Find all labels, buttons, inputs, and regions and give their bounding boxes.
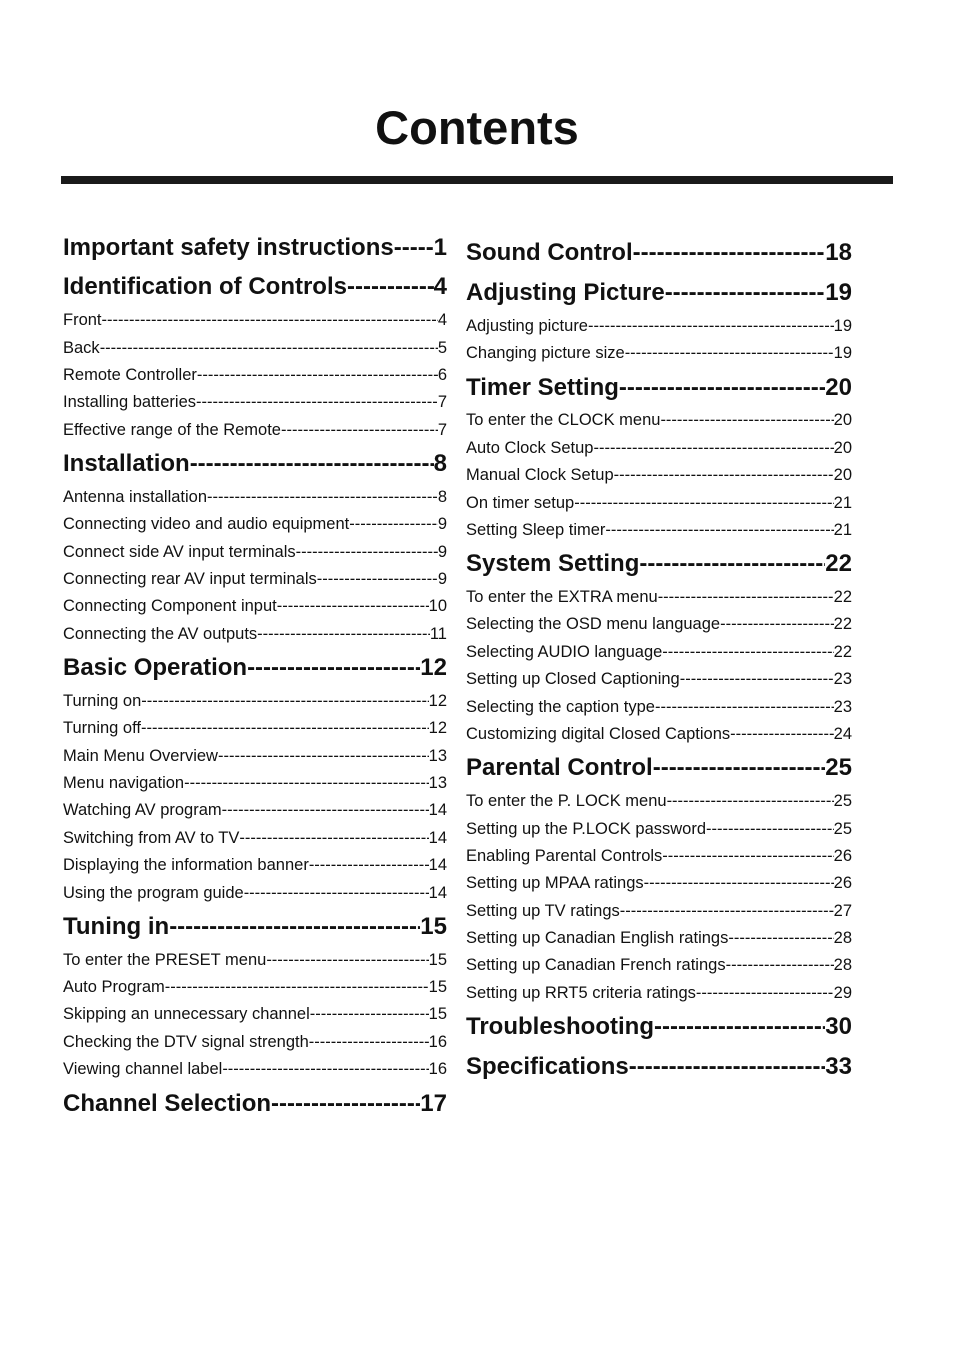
toc-entry-label: Customizing digital Closed Captions [466, 725, 731, 743]
toc-entry-troubleshooting[interactable] [466, 1010, 852, 1044]
dot-leader [655, 695, 834, 719]
toc-page-number: 15 [420, 913, 447, 940]
toc-entry-label: Enabling Parental Controls [466, 847, 663, 865]
toc-page-number: 12 [428, 692, 447, 710]
toc-entry-channel-selection[interactable] [63, 1087, 447, 1121]
toc-entry-selecting-the-osd-menu-language[interactable] [466, 612, 852, 636]
toc-page-number: 27 [833, 902, 852, 920]
toc-entry-label: Channel Selection [63, 1090, 272, 1117]
dot-leader [296, 540, 438, 564]
toc-entry-label: Specifications [466, 1053, 629, 1080]
toc-page-number: 15 [428, 978, 447, 996]
toc-page-number: 15 [428, 1005, 447, 1023]
toc-entry-remote-controller[interactable] [63, 363, 447, 387]
toc-page-number: 22 [833, 588, 852, 606]
toc-page-number: 18 [825, 239, 852, 266]
toc-entry-displaying-the-information-banner[interactable] [63, 853, 447, 877]
toc-entry-label: Setting up MPAA ratings [466, 874, 644, 892]
toc-entry-label: To enter the CLOCK menu [466, 411, 661, 429]
toc-page-number: 25 [833, 820, 852, 838]
toc-page-number: 29 [833, 984, 852, 1002]
toc-entry-label: Parental Control [466, 754, 653, 781]
dot-leader [728, 926, 833, 950]
dot-leader [184, 771, 429, 795]
toc-entry-label: Setting up the P.LOCK password [466, 820, 707, 838]
toc-page-number: 20 [833, 439, 852, 457]
toc-entry-label: Watching AV program [63, 801, 222, 819]
toc-page-number: 13 [428, 774, 447, 792]
dot-leader [207, 485, 438, 509]
toc-page-number: 33 [825, 1053, 852, 1080]
toc-page-number: 1 [433, 234, 447, 261]
toc-entry-skipping-an-unnecessary-channel[interactable] [63, 1002, 447, 1026]
toc-entry-label: Selecting AUDIO language [466, 643, 663, 661]
toc-page-number: 21 [833, 521, 852, 539]
toc-page-number: 10 [428, 597, 447, 615]
dot-leader [309, 1030, 429, 1054]
toc-entry-timer-setting[interactable] [466, 371, 852, 405]
toc-entry-label: Remote Controller [63, 366, 197, 384]
toc-entry-label: Checking the DTV signal strength [63, 1033, 309, 1051]
toc-entry-setting-up-the-p-lock-password[interactable] [466, 817, 852, 841]
toc-entry-specifications[interactable] [466, 1050, 852, 1084]
dot-leader [720, 612, 834, 636]
toc-entry-changing-picture-size[interactable] [466, 341, 852, 365]
toc-page-number: 14 [428, 856, 447, 874]
toc-entry-label: Changing picture size [466, 344, 625, 362]
dot-leader [588, 314, 834, 338]
toc-entry-label: Front [63, 311, 102, 329]
toc-entry-parental-control[interactable] [466, 751, 852, 785]
toc-entry-label: Manual Clock Setup [466, 466, 614, 484]
toc-page-number: 8 [433, 450, 447, 477]
toc-entry-to-enter-the-clock-menu[interactable] [466, 408, 852, 432]
toc-page-number: 15 [428, 951, 447, 969]
toc-page-number: 12 [428, 719, 447, 737]
toc-entry-auto-program[interactable] [63, 975, 447, 999]
dot-leader [244, 881, 429, 905]
dot-leader [625, 341, 834, 365]
toc-entry-setting-sleep-timer[interactable] [466, 518, 852, 542]
toc-page-number: 7 [437, 393, 447, 411]
toc-page-number: 14 [428, 829, 447, 847]
toc-entry-adjusting-picture[interactable] [466, 314, 852, 338]
dot-leader [141, 716, 429, 740]
dot-leader [169, 910, 420, 944]
toc-entry-setting-up-canadian-french-ratings[interactable] [466, 953, 852, 977]
toc-page-number: 24 [833, 725, 852, 743]
toc-entry-sound-control[interactable] [466, 236, 852, 270]
toc-entry-label: Selecting the OSD menu language [466, 615, 721, 633]
toc-page-number: 22 [833, 643, 852, 661]
dot-leader [629, 1050, 826, 1084]
toc-entry-turning-on[interactable] [63, 689, 447, 713]
toc-page-number: 14 [428, 801, 447, 819]
toc-entry-label: Installation [63, 450, 190, 477]
toc-entry-tuning-in[interactable] [63, 910, 447, 944]
toc-entry-checking-the-dtv-signal-strength[interactable] [63, 1030, 447, 1054]
dot-leader [654, 1010, 825, 1044]
dot-leader [706, 817, 834, 841]
toc-page-number: 28 [833, 956, 852, 974]
dot-leader [680, 667, 834, 691]
toc-entry-label: To enter the P. LOCK menu [466, 792, 667, 810]
dot-leader [639, 547, 825, 581]
toc-page-number: 26 [833, 847, 852, 865]
toc-entry-label: Connect side AV input terminals [63, 543, 296, 561]
toc-entry-label: Skipping an unnecessary channel [63, 1005, 310, 1023]
toc-page-number: 6 [437, 366, 447, 384]
toc-page-number: 23 [833, 670, 852, 688]
toc-entry-label: Connecting the AV outputs [63, 625, 258, 643]
dot-leader [658, 585, 834, 609]
toc-entry-antenna-installation[interactable] [63, 485, 447, 509]
dot-leader [349, 512, 438, 536]
toc-entry-back[interactable] [63, 336, 447, 360]
toc-entry-selecting-the-caption-type[interactable] [466, 695, 852, 719]
toc-entry-label: On timer setup [466, 494, 575, 512]
toc-entry-label: Setting up TV ratings [466, 902, 620, 920]
toc-entry-manual-clock-setup[interactable] [466, 463, 852, 487]
toc-entry-effective-range-of-the-remote[interactable] [63, 418, 447, 442]
dot-leader [633, 236, 826, 270]
toc-entry-installation[interactable] [63, 447, 447, 481]
dot-leader [594, 436, 834, 460]
toc-entry-connecting-the-av-outputs[interactable] [63, 622, 447, 646]
toc-entry-label: System Setting [466, 550, 640, 577]
toc-entry-label: Using the program guide [63, 884, 244, 902]
dot-leader [218, 744, 429, 768]
dot-leader [222, 798, 429, 822]
toc-page-number: 22 [833, 615, 852, 633]
toc-entry-label: Basic Operation [63, 654, 248, 681]
toc-page-number: 9 [437, 543, 447, 561]
toc-page-number: 5 [437, 339, 447, 357]
dot-leader [247, 651, 420, 685]
toc-page-number: 23 [833, 698, 852, 716]
toc-entry-label: Back [63, 339, 100, 357]
toc-entry-label: Turning on [63, 692, 142, 710]
toc-entry-label: Installing batteries [63, 393, 196, 411]
dot-leader [141, 689, 428, 713]
toc-entry-connecting-component-input[interactable] [63, 594, 447, 618]
toc-entry-using-the-program-guide[interactable] [63, 881, 447, 905]
toc-entry-connecting-rear-av-input-terminals[interactable] [63, 567, 447, 591]
toc-entry-main-menu-overview[interactable] [63, 744, 447, 768]
dot-leader [394, 231, 434, 265]
toc-entry-label: Connecting Component input [63, 597, 277, 615]
toc-page-number: 26 [833, 874, 852, 892]
toc-page-number: 19 [825, 279, 852, 306]
dot-leader [165, 975, 429, 999]
toc-page-number: 8 [437, 488, 447, 506]
dot-leader [222, 1057, 428, 1081]
toc-entry-important-safety-instructions[interactable] [63, 231, 447, 265]
toc-entry-label: To enter the PRESET menu [63, 951, 267, 969]
toc-entry-to-enter-the-p-lock-menu[interactable] [466, 789, 852, 813]
toc-entry-setting-up-closed-captioning[interactable] [466, 667, 852, 691]
toc-entry-label: To enter the EXTRA menu [466, 588, 658, 606]
toc-entry-setting-up-canadian-english-ratings[interactable] [466, 926, 852, 950]
toc-entry-connecting-video-and-audio-equipment[interactable] [63, 512, 447, 536]
toc-entry-label: Main Menu Overview [63, 747, 218, 765]
toc-entry-watching-av-program[interactable] [63, 798, 447, 822]
dot-leader [197, 363, 438, 387]
toc-entry-label: Identification of Controls [63, 273, 347, 300]
toc-page-number: 17 [420, 1090, 447, 1117]
dot-leader [310, 1002, 429, 1026]
toc-page-number: 14 [428, 884, 447, 902]
dot-leader [281, 418, 438, 442]
dot-leader [665, 276, 826, 310]
dot-leader [271, 1087, 420, 1121]
toc-page-number: 19 [833, 344, 852, 362]
dot-leader [660, 408, 833, 432]
toc-entry-enabling-parental-controls[interactable] [466, 844, 852, 868]
toc-entry-label: Adjusting Picture [466, 279, 665, 306]
dot-leader [614, 463, 834, 487]
toc-page-number: 20 [833, 411, 852, 429]
toc-entry-label: Connecting video and audio equipment [63, 515, 350, 533]
toc-entry-label: Setting up Canadian French ratings [466, 956, 726, 974]
toc-entry-label: Important safety instructions [63, 234, 394, 261]
toc-entry-label: Auto Clock Setup [466, 439, 594, 457]
toc-entry-viewing-channel-label[interactable] [63, 1057, 447, 1081]
toc-page-number: 9 [437, 570, 447, 588]
toc-entry-label: Switching from AV to TV [63, 829, 240, 847]
toc-page-number: 4 [437, 311, 447, 329]
toc-page-number: 28 [833, 929, 852, 947]
toc-entry-setting-up-rrt5-criteria-ratings[interactable] [466, 981, 852, 1005]
toc-entry-label: Tuning in [63, 913, 170, 940]
toc-page-number: 16 [428, 1060, 447, 1078]
dot-leader [239, 826, 428, 850]
toc-entry-system-setting[interactable] [466, 547, 852, 581]
toc-entry-setting-up-tv-ratings[interactable] [466, 899, 852, 923]
toc-page-number: 16 [428, 1033, 447, 1051]
toc-entry-label: Sound Control [466, 239, 633, 266]
toc-entry-to-enter-the-extra-menu[interactable] [466, 585, 852, 609]
toc-entry-installing-batteries[interactable] [63, 390, 447, 414]
dot-leader [667, 789, 834, 813]
dot-leader [605, 518, 833, 542]
toc-entry-label: Turning off [63, 719, 141, 737]
dot-leader [653, 751, 826, 785]
toc-entry-label: Auto Program [63, 978, 165, 996]
toc-entry-label: Displaying the information banner [63, 856, 309, 874]
dot-leader [644, 871, 834, 895]
toc-entry-label: Effective range of the Remote [63, 421, 281, 439]
toc-page-number: 4 [433, 273, 447, 300]
toc-page-number: 20 [825, 374, 852, 401]
dot-leader [309, 853, 429, 877]
toc-entry-connect-side-av-input-terminals[interactable] [63, 540, 447, 564]
dot-leader [726, 953, 834, 977]
toc-entry-on-timer-setup[interactable] [466, 491, 852, 515]
toc-page-number: 21 [833, 494, 852, 512]
toc-page-number: 12 [420, 654, 447, 681]
dot-leader [100, 336, 438, 360]
toc-page-number: 9 [437, 515, 447, 533]
toc-entry-label: Adjusting picture [466, 317, 588, 335]
toc-entry-adjusting-picture[interactable] [466, 276, 852, 310]
dot-leader [102, 308, 438, 332]
toc-entry-selecting-audio-language[interactable] [466, 640, 852, 664]
toc-page-number: 25 [825, 754, 852, 781]
dot-leader [619, 371, 825, 405]
toc-entry-label: Antenna installation [63, 488, 208, 506]
title-divider [61, 176, 893, 184]
toc-entry-basic-operation[interactable] [63, 651, 447, 685]
toc-entry-auto-clock-setup[interactable] [466, 436, 852, 460]
toc-entry-switching-from-av-to-tv[interactable] [63, 826, 447, 850]
toc-page-number: 22 [825, 550, 852, 577]
toc-page-number: 20 [833, 466, 852, 484]
toc-entry-label: Timer Setting [466, 374, 619, 401]
dot-leader [662, 844, 833, 868]
toc-page-number: 11 [429, 625, 447, 643]
dot-leader [266, 948, 428, 972]
toc-entry-customizing-digital-closed-captions[interactable] [466, 722, 852, 746]
dot-leader [196, 390, 438, 414]
dot-leader [730, 722, 834, 746]
toc-page-number: 30 [825, 1013, 852, 1040]
dot-leader [277, 594, 429, 618]
dot-leader [696, 981, 834, 1005]
toc-entry-label: Selecting the caption type [466, 698, 655, 716]
dot-leader [190, 447, 434, 481]
dot-leader [257, 622, 430, 646]
toc-entry-label: Setting up Canadian English ratings [466, 929, 729, 947]
page-title: Contents [375, 101, 579, 154]
toc-entry-label: Setting Sleep timer [466, 521, 606, 539]
toc-page-number: 19 [833, 317, 852, 335]
dot-leader [662, 640, 833, 664]
toc-entry-label: Connecting rear AV input terminals [63, 570, 317, 588]
toc-entry-identification-of-controls[interactable] [63, 270, 447, 304]
toc-entry-front[interactable] [63, 308, 447, 332]
dot-leader [574, 491, 833, 515]
dot-leader [317, 567, 438, 591]
toc-entry-label: Setting up RRT5 criteria ratings [466, 984, 696, 1002]
toc-entry-label: Menu navigation [63, 774, 185, 792]
toc-page-number: 25 [833, 792, 852, 810]
toc-page-number: 13 [428, 747, 447, 765]
toc-entry-menu-navigation[interactable] [63, 771, 447, 795]
toc-entry-label: Troubleshooting [466, 1013, 654, 1040]
dot-leader [620, 899, 834, 923]
toc-entry-label: Setting up Closed Captioning [466, 670, 680, 688]
toc-page-number: 7 [437, 421, 447, 439]
toc-entry-label: Viewing channel label [63, 1060, 223, 1078]
dot-leader [347, 270, 434, 304]
toc-entry-turning-off[interactable] [63, 716, 447, 740]
toc-entry-setting-up-mpaa-ratings[interactable] [466, 871, 852, 895]
toc-entry-to-enter-the-preset-menu[interactable] [63, 948, 447, 972]
